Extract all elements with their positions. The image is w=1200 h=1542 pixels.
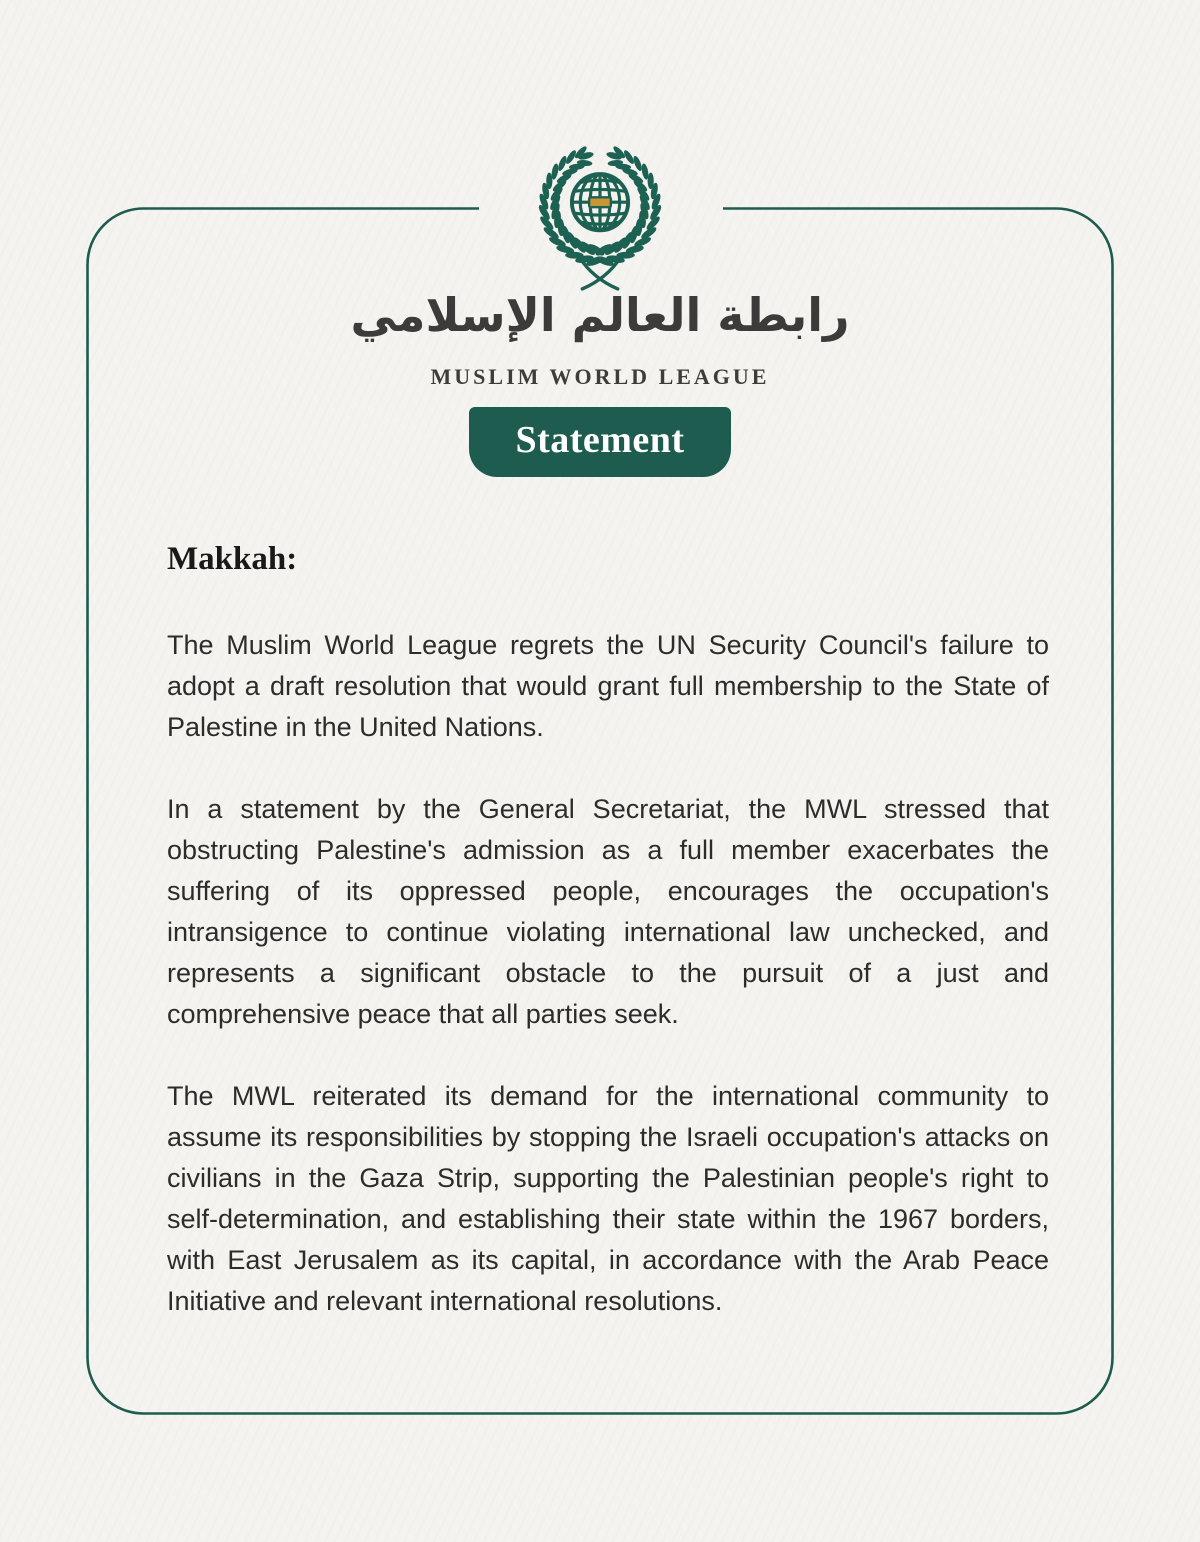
statement-banner bbox=[469, 407, 731, 477]
statement-paragraph: The Muslim World League regrets the UN Security Council's failure to adopt a draft resolution that would grant full membership to the State of Palestine in the United Nations. bbox=[167, 629, 1049, 742]
statement-paragraph: The MWL reiterated its demand for the international community to assume its responsibilities by stopping the Israeli occupation's attacks on civilians in the Gaza Strip, supporting the Palestinian people's right to self-determination, and establishing their state within the 1967 borders, with East Jerusalem as its capital, in accordance with the Arab Peace Initiative and relevant international resolutions. bbox=[167, 1080, 1049, 1316]
statement-paragraph: In a statement by the General Secretariat, the MWL stressed that obstructing Palestine's admission as a full member exacerbates the suffering of its oppressed people, encourages the occupation's intransigence to continue violating international law unchecked, and represents a significant obstacle to the pursuit of a just and comprehensive peace that all parties seek. bbox=[167, 793, 1049, 1029]
dateline-heading: Makkah: bbox=[167, 541, 298, 577]
statement-body bbox=[167, 541, 1049, 1363]
laurel-wreath-globe-icon bbox=[531, 142, 669, 292]
org-name-arabic: رابطة العالم الإسلامي bbox=[350, 288, 850, 342]
statement-banner-label: Statement bbox=[515, 419, 685, 461]
org-name-latin: MUSLIM WORLD LEAGUE bbox=[430, 364, 770, 389]
